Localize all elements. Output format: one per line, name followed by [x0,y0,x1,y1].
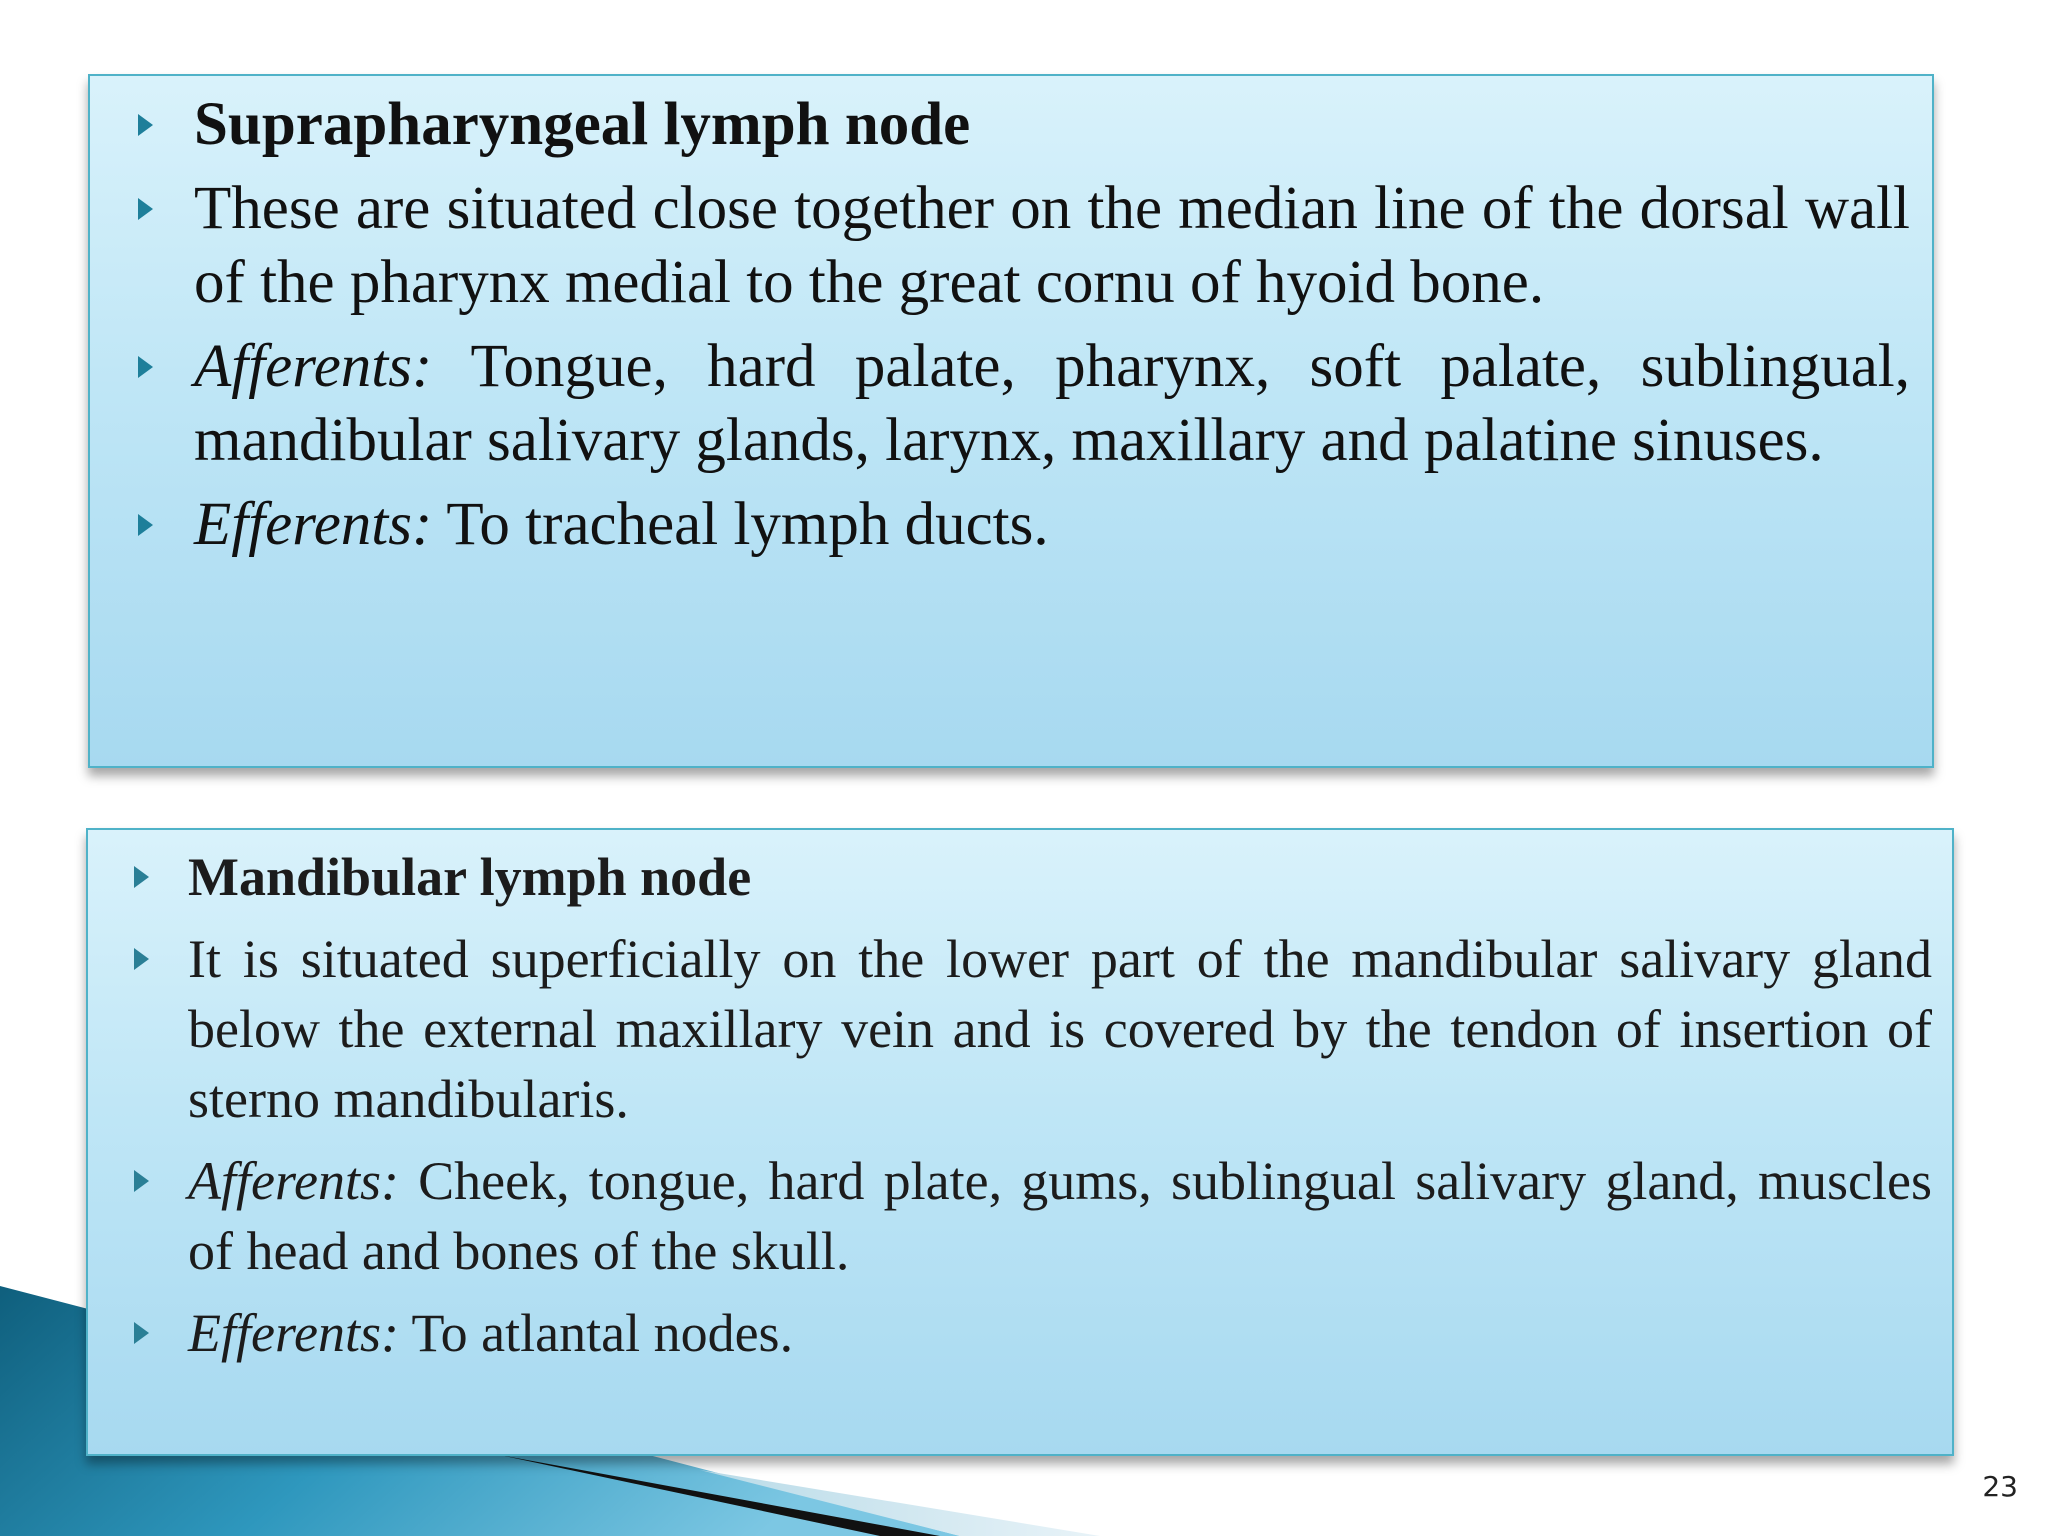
bullet-arrow-icon [134,1322,149,1344]
description-text: It is situated superficially on the lower part of the mandibular salivary gland below the external maxillary vein and is covered by the tendon of insertion of sterno mandibularis. [188,929,1932,1129]
efferents-text: To atlantal nodes. [398,1303,794,1363]
afferents-label: Afferents: [188,1151,399,1211]
bullet-arrow-icon [134,1170,149,1192]
bullet-title [90,88,1910,162]
bullet-efferents [88,1298,1932,1368]
mandibular-node-box [86,828,1954,1456]
bullet-afferents [90,330,1910,478]
box-title: Suprapharyngeal lymph node [194,91,971,158]
bullet-title [88,842,1932,912]
bullet-afferents [88,1146,1932,1286]
afferents-text: Tongue, hard palate, pharynx, soft palate, sublingual, mandibular salivary glands, larynx, maxillary and palatine sinuses. [194,333,1910,474]
bullet-arrow-icon [138,356,153,378]
bullet-arrow-icon [134,948,149,970]
bullet-efferents [90,488,1910,562]
bullet-list [88,842,1932,1380]
efferents-label: Efferents: [194,491,433,558]
bullet-arrow-icon [138,198,153,220]
bullet-arrow-icon [138,514,153,536]
bullet-arrow-icon [134,866,149,888]
bullet-description [90,172,1910,320]
bullet-list [90,88,1910,572]
afferents-label: Afferents: [194,333,433,400]
efferents-label: Efferents: [188,1303,399,1363]
efferents-text: To tracheal lymph ducts. [432,491,1049,558]
afferents-text: Cheek, tongue, hard plate, gums, sublingual salivary gland, muscles of head and bones of the skull. [188,1151,1932,1281]
page-number: 23 [1982,1470,2018,1503]
bullet-arrow-icon [138,114,153,136]
suprapharyngeal-node-box [88,74,1934,768]
description-text: These are situated close together on the median line of the dorsal wall of the pharynx medial to the great cornu of hyoid bone. [194,175,1910,316]
bullet-description [88,924,1932,1134]
box-title: Mandibular lymph node [188,847,752,907]
